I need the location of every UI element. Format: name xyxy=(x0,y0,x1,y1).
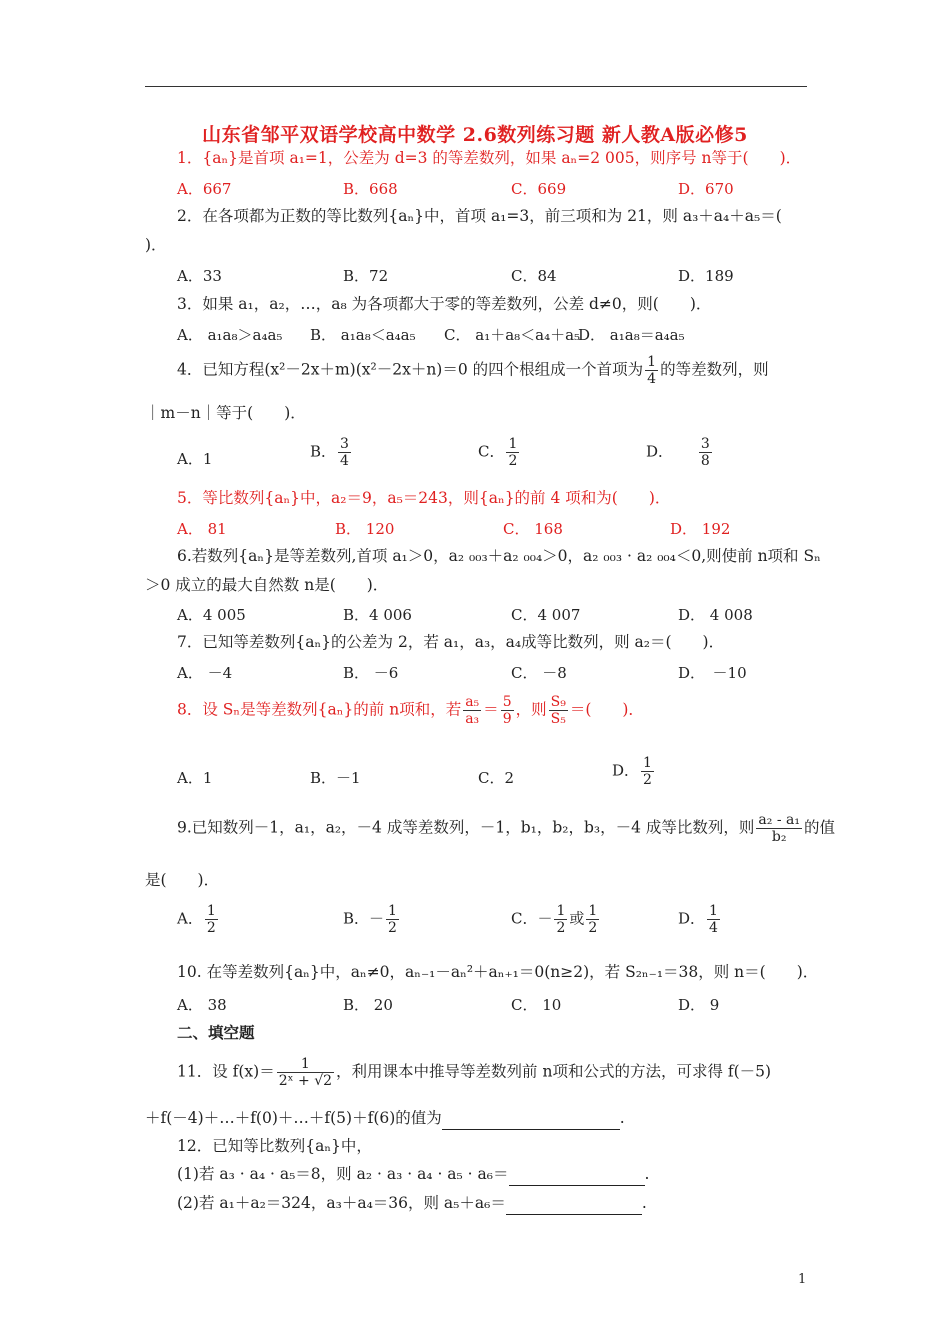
q5-option-d: D． 192 xyxy=(670,520,731,538)
q4-option-b xyxy=(310,436,353,469)
q12-part1-text: (1)若 a₃ · a₄ · a₅＝8，则 a₂ · a₃ · a₄ · a₅ · a₆＝ xyxy=(177,1165,509,1183)
q4-frac-den: 4 xyxy=(647,371,657,388)
q10-option-b: B． 20 xyxy=(343,996,393,1014)
q9-option-c-den2: 2 xyxy=(588,920,598,937)
q8-option-b: B．－1 xyxy=(310,769,361,787)
q6-option-a: A．4 005 xyxy=(177,606,246,624)
q9-option-c-num2: 1 xyxy=(588,903,598,919)
q3-option-b: B． a₁a₈＜a₄a₅ xyxy=(310,326,416,344)
q12-part2-blank[interactable] xyxy=(506,1200,642,1215)
header-rule xyxy=(145,86,807,87)
q8-frac2-num: 5 xyxy=(502,694,512,710)
question-2-line1: 2．在各项都为正数的等比数列{aₙ}中，首项 a₁=3，前三项和为 21，则 a₃＋a₄＋a₅＝( xyxy=(177,207,782,225)
question-9-line1 xyxy=(177,812,835,845)
q2-option-c: C．84 xyxy=(511,267,557,285)
q11-fraction xyxy=(277,1056,334,1089)
q2-option-a: A．33 xyxy=(177,267,222,285)
q7-option-b: B． －6 xyxy=(343,664,399,682)
q8-fraction-a5-a3 xyxy=(463,694,481,727)
question-6-line2: ＞0 成立的最大自然数 n是( )． xyxy=(145,576,389,594)
q4-option-d-den: 8 xyxy=(700,453,710,470)
q10-option-c: C． 10 xyxy=(511,996,562,1014)
q9-option-d-den: 4 xyxy=(709,920,718,937)
q12-part2-end: . xyxy=(641,1194,647,1212)
q1-option-c: C．669 xyxy=(511,180,567,198)
q4-fraction xyxy=(645,354,658,387)
q9-option-d-num: 1 xyxy=(709,903,718,919)
q11-text-c: ＋f(－4)＋…＋f(0)＋…＋f(5)＋f(6)的值为 xyxy=(145,1109,442,1127)
question-7: 7．已知等差数列{aₙ}的公差为 2，若 a₁，a₃，a₄成等比数列，则 a₂＝( )． xyxy=(177,633,725,651)
q10-option-a: A． 38 xyxy=(177,996,227,1014)
section-heading-fill-in: 二、填空题 xyxy=(177,1023,255,1042)
q8-fraction-s9-s5 xyxy=(549,694,568,727)
q9-option-b-label: B．－ xyxy=(343,909,385,928)
q1-option-d: D．670 xyxy=(678,180,734,198)
q8-option-d-label: D． xyxy=(612,761,640,780)
q9-option-a-den: 2 xyxy=(206,920,216,937)
q9-option-c-den1: 2 xyxy=(556,920,566,937)
q8-frac1-num: a₅ xyxy=(465,694,480,710)
q9-option-c-or: 或 xyxy=(569,909,585,928)
q4-option-b-label: B． xyxy=(310,442,337,461)
q11-text-b: ，利用课本中推导等差数列前 n项和公式的方法，可求得 f(－5) xyxy=(336,1062,772,1081)
page-number: 1 xyxy=(798,1272,807,1287)
q8-option-a: A．1 xyxy=(177,769,213,787)
q9-option-a-frac xyxy=(205,903,218,936)
q12-part1-end: . xyxy=(644,1165,650,1183)
question-3: 3．如果 a₁，a₂，…，a₈ 为各项都大于零的等差数列，公差 d≠0，则( )． xyxy=(177,295,712,313)
q5-option-a: A． 81 xyxy=(177,520,227,538)
question-11-line2 xyxy=(145,1108,625,1130)
q9-text-b: 的值 xyxy=(803,818,835,837)
q8-fraction-5-9 xyxy=(501,694,514,727)
question-4-line2: ｜m－n｜等于( )． xyxy=(145,404,306,422)
q8-text-a: 8．设 Sₙ是等差数列{aₙ}的前 n项和，若 xyxy=(177,700,462,719)
q12-part1-blank[interactable] xyxy=(509,1171,645,1186)
q8-text-mid: ，则 xyxy=(515,700,547,719)
q9-frac-num: a₂ - a₁ xyxy=(758,812,800,828)
q4-option-b-den: 4 xyxy=(340,453,349,470)
q9-text-a: 9.已知数列－1，a₁，a₂，－4 成等差数列，－1，b₁，b₂，b₃，－4 成等比数列，则 xyxy=(177,818,755,837)
question-11-line1 xyxy=(177,1056,771,1089)
q8-option-d xyxy=(612,755,656,788)
q4-option-c-num: 1 xyxy=(508,436,518,452)
question-9-line2: 是( )． xyxy=(145,871,220,889)
q9-option-c-frac1 xyxy=(554,903,567,936)
q9-option-b-den: 2 xyxy=(388,920,397,937)
q8-option-d-frac xyxy=(641,755,654,788)
q12-part2-text: (2)若 a₁＋a₂＝324，a₃＋a₄＝36，则 a₅＋a₆＝ xyxy=(177,1194,506,1212)
q4-option-d-label: D． xyxy=(646,442,674,461)
q7-option-a: A． －4 xyxy=(177,664,233,682)
q3-option-d: D． a₁a₈＝a₄a₅ xyxy=(578,326,685,344)
q6-option-b: B．4 006 xyxy=(343,606,412,624)
q6-option-d: D． 4 008 xyxy=(678,606,753,624)
q8-frac1-den: a₃ xyxy=(465,711,480,728)
q5-option-c: C． 168 xyxy=(503,520,563,538)
q4-text-a: 4．已知方程(x²－2x＋m)(x²－2x＋n)＝0 的四个根组成一个首项为 xyxy=(177,360,644,379)
question-12: 12．已知等比数列{aₙ}中， xyxy=(177,1137,372,1155)
q6-option-c: C．4 007 xyxy=(511,606,581,624)
q4-option-c-den: 2 xyxy=(508,453,518,470)
q11-answer-blank[interactable] xyxy=(442,1115,620,1130)
q9-option-c-frac2 xyxy=(586,903,599,936)
q9-fraction xyxy=(756,812,802,845)
q8-option-d-den: 2 xyxy=(643,772,652,789)
q4-option-b-frac xyxy=(338,436,351,469)
q9-option-c xyxy=(511,903,601,936)
q9-option-c-label: C．－ xyxy=(511,909,553,928)
q4-option-d-num: 3 xyxy=(700,436,710,452)
question-12-part1 xyxy=(177,1164,649,1186)
question-10: 10. 在等差数列{aₙ}中，aₙ≠0，aₙ₋₁－aₙ²＋aₙ₊₁＝0(n≥2)，若 S₂ₙ₋₁＝38，则 n＝( )． xyxy=(177,963,819,981)
q2-option-d: D．189 xyxy=(678,267,734,285)
q11-end: . xyxy=(619,1109,625,1127)
q3-option-a: A． a₁a₈＞a₄a₅ xyxy=(177,326,283,344)
q11-frac-num: 1 xyxy=(277,1056,334,1073)
q8-equals: ＝ xyxy=(483,700,499,719)
q9-option-d-frac xyxy=(707,903,720,936)
q4-option-a: A．1 xyxy=(177,450,213,468)
q11-text-a: 11．设 f(x)＝ xyxy=(177,1062,275,1081)
question-12-part2 xyxy=(177,1193,647,1215)
q8-frac3-num: S₉ xyxy=(550,694,566,710)
q9-option-a-label: A． xyxy=(177,909,203,928)
q4-option-c xyxy=(478,436,521,469)
question-6-line1: 6.若数列{aₙ}是等差数列,首项 a₁＞0，a₂ ₀₀₃＋a₂ ₀₀₄＞0，a₂ ₀₀₃ · a₂ ₀₀₄＜0,则使前 n项和 Sₙ xyxy=(177,547,821,565)
q4-text-b: 的等差数列，则 xyxy=(660,360,769,379)
q7-option-c: C． －8 xyxy=(511,664,567,682)
q9-option-d-label: D． xyxy=(678,909,706,928)
q9-option-c-num1: 1 xyxy=(556,903,566,919)
q9-option-b-num: 1 xyxy=(388,903,397,919)
question-4-line1 xyxy=(177,354,769,387)
q9-option-a-num: 1 xyxy=(206,903,216,919)
q5-option-b: B． 120 xyxy=(335,520,395,538)
q3-option-c: C． a₁＋a₈＜a₄＋a₅ xyxy=(444,326,581,344)
q9-option-d xyxy=(678,903,722,936)
q7-option-d: D． －10 xyxy=(678,664,747,682)
q9-option-b-frac xyxy=(386,903,399,936)
q9-option-b xyxy=(343,903,401,936)
q4-frac-num: 1 xyxy=(647,354,657,370)
question-5: 5．等比数列{aₙ}中，a₂＝9，a₅＝243，则{aₙ}的前 4 项和为( )． xyxy=(177,489,671,507)
q2-option-b: B．72 xyxy=(343,267,389,285)
q9-option-a xyxy=(177,903,220,936)
question-8 xyxy=(177,694,644,727)
q8-frac3-den: S₅ xyxy=(550,711,566,728)
q1-option-b: B．668 xyxy=(343,180,398,198)
q8-option-d-num: 1 xyxy=(643,755,652,771)
page-title: 山东省邹平双语学校高中数学 2.6数列练习题 新人教A版必修5 xyxy=(202,124,748,146)
q4-option-d xyxy=(646,436,714,469)
q9-frac-den: b₂ xyxy=(771,829,787,846)
q4-option-b-num: 3 xyxy=(340,436,349,452)
q8-text-b: ＝( )． xyxy=(569,700,644,719)
q10-option-d: D． 9 xyxy=(678,996,720,1014)
q8-frac2-den: 9 xyxy=(502,711,512,728)
q4-option-d-frac xyxy=(699,436,712,469)
q1-option-a: A．667 xyxy=(177,180,232,198)
q8-option-c: C．2 xyxy=(478,769,515,787)
q4-option-c-frac xyxy=(506,436,519,469)
q11-frac-den: 2ˣ + √2 xyxy=(278,1073,333,1090)
question-1: 1．{aₙ}是首项 a₁=1，公差为 d=3 的等差数列，如果 aₙ=2 005，则序号 n等于( )． xyxy=(177,149,802,167)
question-2-line2: )． xyxy=(145,236,167,254)
q4-option-c-label: C． xyxy=(478,442,505,461)
